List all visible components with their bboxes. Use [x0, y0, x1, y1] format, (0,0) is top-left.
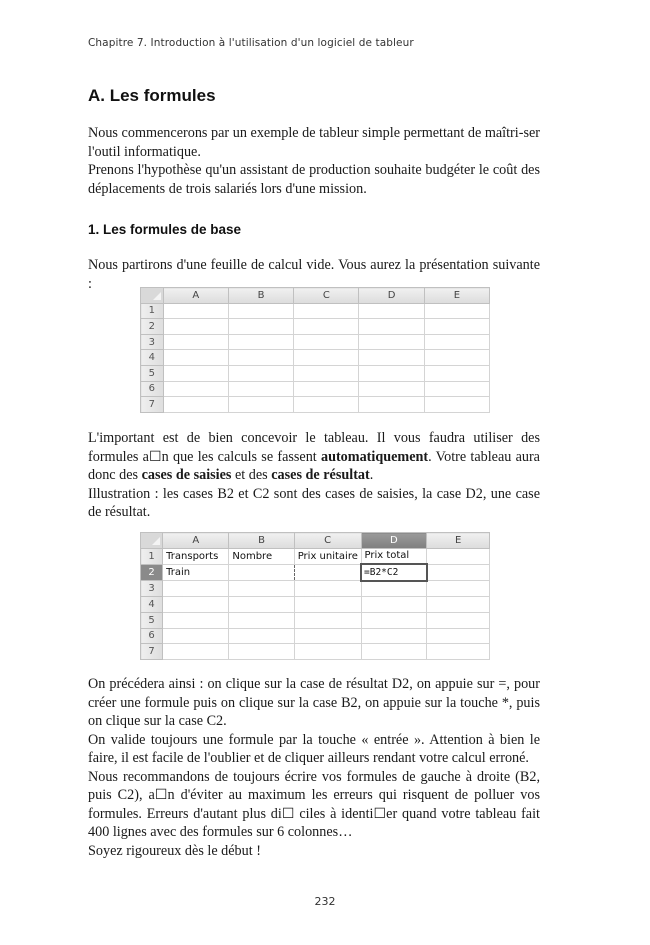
cell — [294, 397, 359, 413]
row-header: 2 — [141, 319, 164, 335]
cell — [229, 628, 294, 644]
cell — [229, 581, 294, 597]
closing-paragraph-2: On valide toujours une formule par la touche « entrée ». Attention à bien le faire, il est facile de l'oublier et de cliquer ailleurs rendant votre calcul erroné. — [88, 731, 540, 766]
cell — [294, 644, 361, 660]
cell — [228, 334, 293, 350]
cell — [163, 597, 229, 613]
cell — [427, 644, 490, 660]
column-header-e: E — [424, 288, 489, 304]
cell — [424, 350, 489, 366]
cell — [294, 350, 359, 366]
lead-in-paragraph: Nous partirons d'une feuille de calcul vide. Vous aurez la présentation suivante : — [88, 257, 540, 292]
cell — [294, 334, 359, 350]
row-header: 7 — [141, 644, 163, 660]
cell — [228, 381, 293, 397]
row-header-selected: 2 — [141, 564, 163, 581]
cell — [228, 397, 293, 413]
cell — [427, 612, 490, 628]
middle-paragraph-2: Illustration : les cases B2 et C2 sont des cases de saisies, la case D2, une case de résultat. — [88, 485, 540, 520]
row-header: 4 — [141, 350, 164, 366]
row-header: 5 — [141, 365, 164, 381]
cell — [424, 381, 489, 397]
select-all-corner — [141, 533, 163, 549]
intro-paragraph-2: Prenons l'hypothèse qu'un assistant de production souhaite budgéter le coût des déplacements de trois salariés lors d'une mission. — [88, 162, 540, 197]
cell — [163, 397, 228, 413]
closing-paragraph-3: Nous recommandons de toujours écrire vos formules de gauche à droite (B2, puis C2), a☐n d'éviter au maximum les erreurs qui risquent de polluer vos formules. Erreurs d'autant plus di☐ ciles à identi☐er quand votre tableau fait 400 lignes avec des formules sur 6 colonnes… — [88, 768, 540, 840]
cell — [229, 644, 294, 660]
middle-text-and: et des — [231, 467, 272, 483]
cell — [163, 334, 228, 350]
bold-cases-de-saisies: cases de saisies — [141, 467, 232, 483]
cell-d1: Prix total — [361, 548, 427, 564]
subsection-title: 1. Les formules de base — [88, 222, 242, 237]
cell — [359, 334, 424, 350]
cell — [163, 581, 229, 597]
cell — [361, 644, 427, 660]
cell-b1: Nombre — [229, 548, 294, 564]
cell — [294, 612, 361, 628]
cell — [163, 365, 228, 381]
cell — [427, 597, 490, 613]
cell — [163, 644, 229, 660]
cell — [424, 303, 489, 319]
column-header-a: A — [163, 533, 229, 549]
cell — [359, 319, 424, 335]
column-header-d: D — [359, 288, 424, 304]
cell-e1 — [427, 548, 490, 564]
cell — [163, 303, 228, 319]
row-header: 3 — [141, 581, 163, 597]
bold-automatiquement: automatiquement — [320, 448, 429, 465]
cell — [359, 350, 424, 366]
cell — [359, 303, 424, 319]
cell — [228, 319, 293, 335]
row-header: 5 — [141, 612, 163, 628]
cell — [359, 397, 424, 413]
middle-text — [88, 429, 540, 522]
cell — [228, 350, 293, 366]
cell — [361, 612, 427, 628]
cell-b2-reference — [229, 564, 294, 581]
row-header: 6 — [141, 628, 163, 644]
cell — [427, 581, 490, 597]
row-header: 7 — [141, 397, 164, 413]
cell-d2-formula: =B2*C2 — [361, 564, 427, 581]
corner-triangle-icon — [152, 537, 160, 545]
column-header-d-selected: D — [361, 533, 427, 549]
column-header-b: B — [228, 288, 293, 304]
cell — [163, 612, 229, 628]
column-header-a: A — [163, 288, 228, 304]
column-header-e: E — [427, 533, 490, 549]
middle-text-mid: . Votre tableau aura donc des — [88, 448, 540, 483]
formula-spreadsheet — [140, 532, 490, 660]
cell-c2-reference — [294, 564, 361, 581]
row-header: 6 — [141, 381, 164, 397]
middle-text-end: . — [369, 467, 374, 483]
closing-paragraph-4: Soyez rigoureux dès le début ! — [88, 842, 261, 859]
section-title: A. Les formules — [88, 86, 216, 105]
column-header-c: C — [294, 533, 361, 549]
cell — [294, 319, 359, 335]
cell — [294, 303, 359, 319]
cell — [229, 612, 294, 628]
cell — [424, 319, 489, 335]
cell — [294, 628, 361, 644]
cell — [294, 597, 361, 613]
column-header-c: C — [294, 288, 359, 304]
cell — [427, 628, 490, 644]
closing-text — [88, 675, 540, 860]
select-all-corner — [141, 288, 164, 304]
cell-a1: Transports — [163, 548, 229, 564]
column-header-b: B — [229, 533, 294, 549]
cell — [294, 381, 359, 397]
cell — [163, 319, 228, 335]
middle-paragraph-1 — [88, 429, 540, 485]
cell — [424, 334, 489, 350]
cell — [163, 350, 228, 366]
intro-text — [88, 124, 540, 198]
corner-triangle-icon — [153, 292, 161, 300]
cell — [424, 365, 489, 381]
cell — [228, 365, 293, 381]
cell-a2: Train — [163, 564, 229, 581]
cell — [228, 303, 293, 319]
row-header: 1 — [141, 548, 163, 564]
cell — [361, 597, 427, 613]
cell — [359, 381, 424, 397]
cell — [163, 381, 228, 397]
running-header: Chapitre 7. Introduction à l'utilisation d'un logiciel de tableur — [88, 37, 414, 49]
cell — [229, 597, 294, 613]
cell — [361, 581, 427, 597]
cell — [163, 628, 229, 644]
cell — [359, 365, 424, 381]
cell — [294, 581, 361, 597]
cell-c1: Prix unitaire — [294, 548, 361, 564]
intro-paragraph-1: Nous commencerons par un exemple de tableur simple permettant de maîtri-ser l'outil informatique. — [88, 125, 540, 160]
row-header: 4 — [141, 597, 163, 613]
bold-cases-de-resultat: cases de résultat — [271, 467, 370, 483]
cell — [294, 365, 359, 381]
closing-paragraph-1: On précédera ainsi : on clique sur la case de résultat D2, on appuie sur =, pour créer une formule puis on clique sur la case B2, on appuie sur la touche *, puis on clique sur la case C2. — [88, 676, 540, 729]
empty-spreadsheet — [140, 287, 490, 413]
cell-e2 — [427, 564, 490, 581]
middle-text-start: L'important est de bien concevoir le tableau. Il vous faudra utiliser des formules a☐n que les calculs se fassent — [88, 430, 540, 465]
row-header: 1 — [141, 303, 164, 319]
cell — [424, 397, 489, 413]
page-number: 232 — [314, 895, 336, 908]
row-header: 3 — [141, 334, 164, 350]
cell — [361, 628, 427, 644]
